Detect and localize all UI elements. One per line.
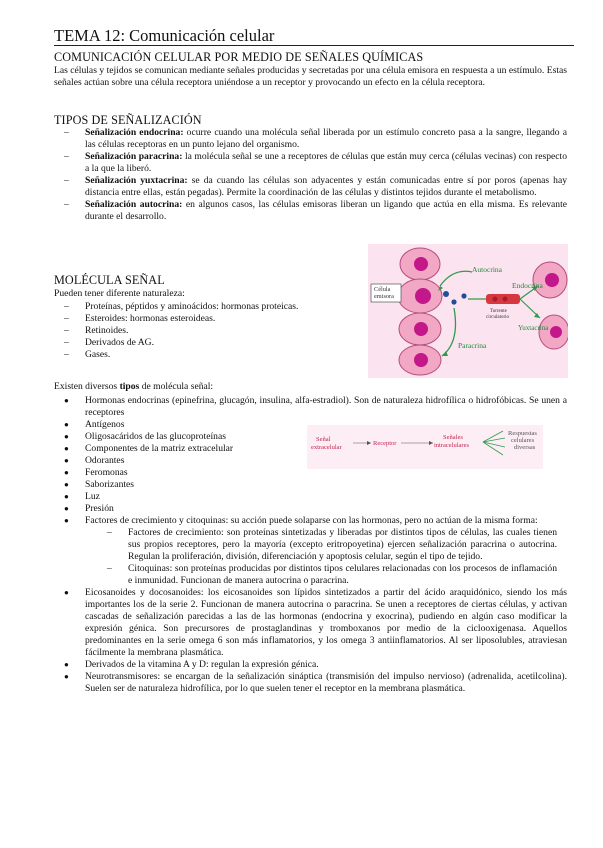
senales-label: Señales intracelulares	[434, 434, 470, 449]
list-item: ● Neurotransmisores: se encargan de la señalización sináptica (transmisión del impulso nervioso) (adrenalida, acetilcolina). Suelen ser de naturaleza hidrofílica, por lo que suelen tener el receptor en la membrana plasmática.	[64, 671, 567, 694]
list-item: ● Feromonas	[64, 467, 128, 478]
list-item: ● Antígenos	[64, 419, 125, 430]
molecule-nature-list	[54, 301, 354, 361]
list-item: ● Presión	[64, 503, 114, 514]
list-item: – Gases.	[64, 349, 111, 360]
list-item: ● Oligosacáridos de las glucoproteínas	[64, 431, 226, 442]
section-heading-molecula: MOLÉCULA SEÑAL	[54, 273, 165, 287]
list-item: – Señalización yuxtacrina: se da cuando las células son adyacentes y están comunicadas entre sí por poros (apenas hay distancia entre ellas, están pegadas). Permite la coordinación de las células y distintos tejidos durante el metabolismo.	[64, 175, 568, 198]
section-heading-tipos: TIPOS DE SEÑALIZACIÓN	[54, 113, 202, 127]
molecula-intro: Pueden tener diferente naturaleza:	[54, 288, 185, 299]
cell-emitter	[398, 279, 442, 313]
list-item: – Retinoides.	[64, 325, 129, 336]
list-item: – Esteroides: hormonas esteroideas.	[64, 313, 216, 324]
list-item: – Señalización autocrina: en algunos casos, las células emisoras liberan un ligando que actúa en ella misma. Es relevante durante el desarrollo.	[64, 199, 568, 222]
list-item: – Derivados de AG.	[64, 337, 155, 348]
cell-top	[400, 248, 440, 280]
title-underline	[54, 45, 574, 46]
list-item: – Señalización paracrina: la molécula señal se une a receptores de células que están muy cerca (células vecinas) con respecto a la que la liberó.	[64, 151, 567, 174]
cell-right	[533, 262, 567, 298]
cell-bottom	[399, 345, 441, 375]
cell-mid	[399, 313, 441, 345]
cell-right-bottom	[539, 315, 568, 349]
list-item: ● Componentes de la matriz extracelular	[64, 443, 234, 454]
growth-factor-sublist	[85, 527, 567, 587]
section-heading-comunicacion: COMUNICACIÓN CELULAR POR MEDIO DE SEÑALES QUÍMICAS	[54, 50, 424, 64]
yuxtacrina-label: Yuxtacrina	[518, 324, 549, 332]
signaling-diagram	[368, 244, 568, 378]
emitter-label: Célula emisora	[374, 286, 394, 300]
list-item: ● Eicosanoides y docosanoides: los eicosanoides son lípidos sintetizados a partir del ácido araquidónico, siendo los más importantes los de la serie 2. Funcionan de manera autocrina o paracrina. Se unen a receptores de ciertas células, y activan cascadas de señalización parecidas a las de las hormonas (endocrina y exocrina), pudiendo en algún caso modificar la expresión génica. Son precursores de prostaglandinas y tromboxanos por medio de la ciclooxigenasa. Aquellos predominantes en la serie omega 6 son más inflamatorios, y los omega 3 antiinflamatorios. Al ser liposolubles, atraviesan fácilmente la membrana plasmática.	[64, 587, 567, 658]
paracrina-label: Paracrina	[458, 341, 487, 350]
list-item: ● Luz	[64, 491, 100, 502]
signaling-types-list	[54, 127, 567, 223]
list-item: – Proteínas, péptidos y aminoácidos: hormonas proteicas.	[64, 301, 299, 312]
signaling-types-figure	[368, 244, 568, 378]
tipos-intro: Existen diversos tipos de molécula señal:	[54, 381, 214, 392]
list-item: ● Odorantes	[64, 455, 125, 466]
endocrina-label: Endocrina	[512, 281, 543, 290]
signal-molecule-types-list	[54, 395, 567, 695]
sublist-item: – Citoquinas: son proteínas producidas por distintos tipos celulares relacionadas con los procesos de inflamación e inmunidad. Funcionan de manera autocrina o paracrina.	[107, 563, 557, 586]
sublist-item: – Factores de crecimiento: son proteínas sintetizadas y liberadas por distintos tipos de células, las cuales tienen sus propios receptores, pero la mayoría (excepto eritropoyetina) ejercen señalización paracrina o autocrina. Regulan la proliferación, división, diferenciación y apoptosis celular, según el tipo de tejido.	[107, 527, 557, 562]
respuesta-label: Respuestas celulares diversas	[508, 430, 537, 451]
list-item: ● Factores de crecimiento y citoquinas: su acción puede solaparse con las hormonas, pero no actúan de la misma forma: – Factores de crecimiento: son proteínas sintetizadas y liberadas por distintos tipos de células, las cuales tienen sus propios receptores, pero la mayoría (excepto eritropoyetina) ejercen señalización paracrina o autocrina. Regulan la proliferación, división, diferenciación y apoptosis celular, según el tipo de tejido. – Citoquinas: son proteínas producidas por distintos tipos celulares relacionadas con los procesos de inflamación e inmunidad. Funcionan de manera autocrina o paracrina.	[54, 515, 567, 587]
list-item: ● Saborizantes	[64, 479, 135, 490]
list-item: ● Hormonas endocrinas (epinefrina, glucagón, insulina, alfa-estradiol). Son de naturaleza hidrofílica o hidrofóbicas. Se unen a receptores	[64, 395, 567, 418]
section-paragraph-comunicacion: Las células y tejidos se comunican mediante señales producidas y secretadas por una célula emisora en respuesta a un estímulo. Estas señales actúan sobre una célula receptora uniéndose a un receptor y provocando un efecto en la célula receptora.	[54, 65, 567, 88]
senal-label: Señal extracelular	[311, 436, 342, 451]
receptor-label: Receptor	[373, 440, 397, 447]
page-title: TEMA 12: Comunicación celular	[54, 26, 275, 45]
torrente-label: Torrente circulatorio	[486, 309, 510, 320]
list-item: – Señalización endocrina: ocurre cuando una molécula señal liberada por un estímulo concreto pasa a la sangre, llegando a las células receptoras en un punto lejano del organismo.	[64, 127, 567, 150]
list-item: ● Derivados de la vitamina A y D: regulan la expresión génica.	[64, 659, 319, 670]
autocrina-label: Autocrina	[472, 265, 502, 274]
